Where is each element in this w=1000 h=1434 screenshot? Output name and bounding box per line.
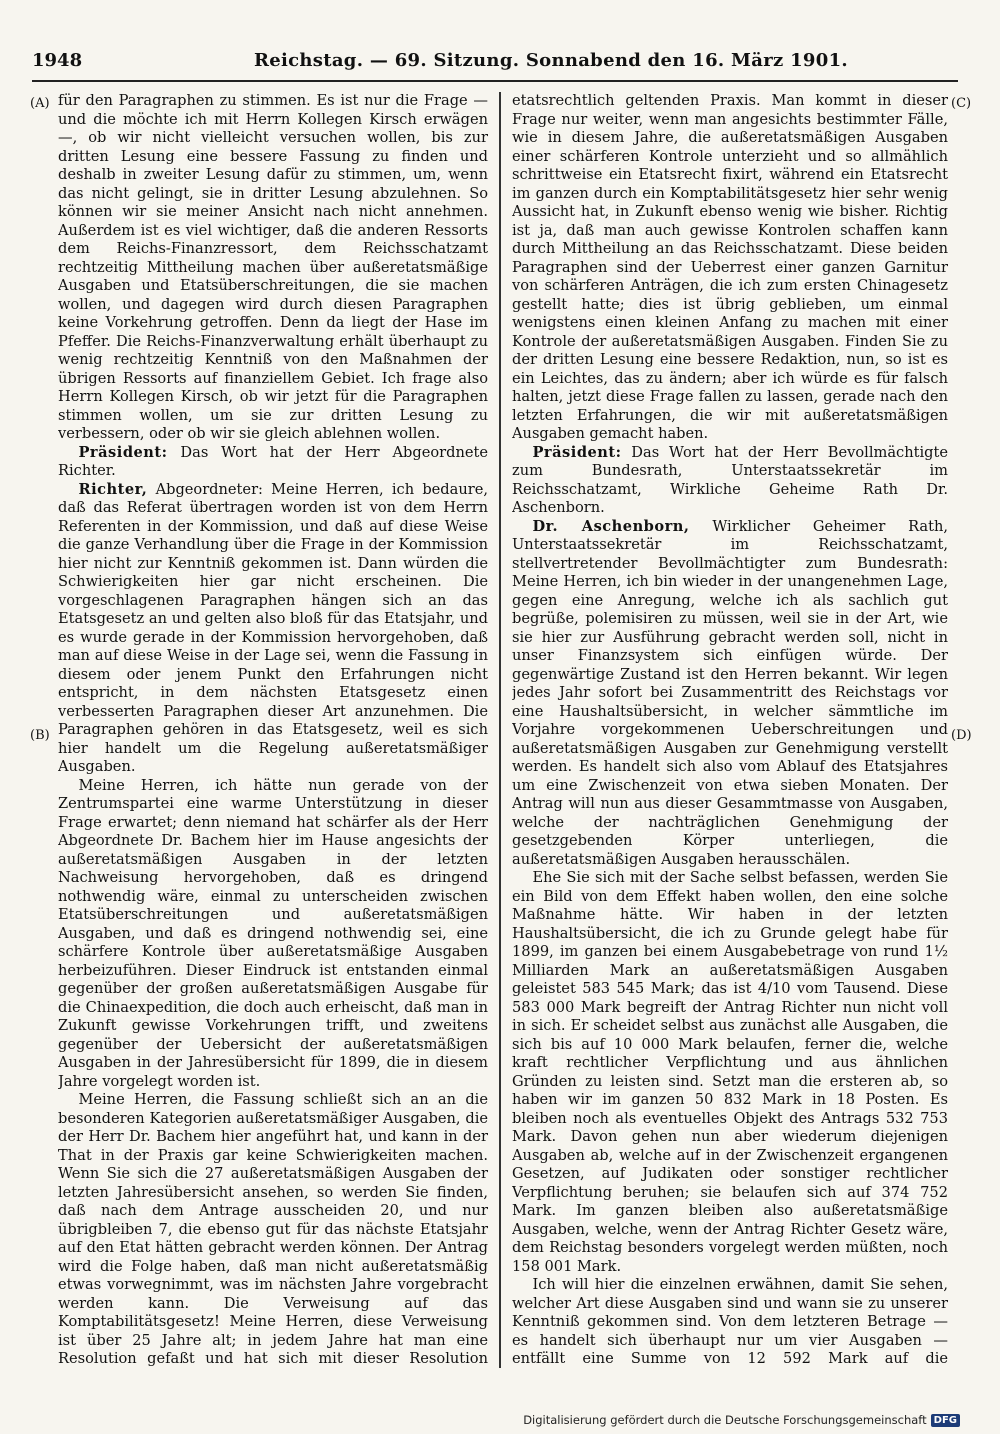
margin-mark-b: (B) [30,728,50,743]
paragraph-text: für den Paragraphen zu stimmen. Es ist nur die Frage — und die möchte ich mit Herrn Kollegen Kirsch erwägen —, ob wir nicht vielleicht versuchen wollen, bis zur dritten Lesung eine bessere Fassung zu finden und deshalb in zweiter Lesung dafür zu stimmen, um, wenn das nicht gelingt, sie in dritter Lesung abzulehnen. So können wir sie meiner Ansicht nach nicht annehmen. Außerdem ist es viel wichtiger, daß die anderen Ressorts dem Reichs-Finanzressort, dem Reichsschatzamt rechtzeitig Mittheilung machen über außeretatsmäßige Ausgaben und Etatsüberschreitungen, die sie machen wollen, und dagegen wird durch diesen Paragraphen keine Vorkehrung getroffen. Denn da liegt der Hase im Pfeffer. Die Reichs-Finanzverwaltung erhält überhaupt zu wenig rechtzeitig Kenntniß von den Maßnahmen der übrigen Ressorts auf finanziellem Gebiet. Ich frage also Herrn Kollegen Kirsch, ob wir jetzt für die Paragraphen stimmen wollen, um sie zur dritten Lesung zu verbessern, oder ob wir sie gleich ablehnen wollen. [58,92,488,442]
paragraph [58,1091,488,1368]
margin-mark-d: (D) [951,728,972,743]
paragraph-text: etatsrechtlich geltenden Praxis. Man kommt in dieser Frage nur weiter, wenn man angesichts bestimmter Fälle, wie in diesem Jahre, die außeretatsmäßigen Ausgaben einer schärferen Kontrole unterzieht und so allmählich schrittweise ein Etatsrecht fixirt, während ein Etatsrecht im ganzen durch ein Komptabilitätsgesetz hier sehr wenig Aussicht hat, in Zukunft ebenso wenig wie bisher. Richtig ist ja, daß man auch gewisse Kontrolen schaffen kann durch Mittheilung an das Reichsschatzamt. Diese beiden Paragraphen sind der Ueberrest einer ganzen Garnitur von schärferen Anträgen, die ich zum ersten Chinagesetz gestellt hatte; dies ist übrig geblieben, um einmal wenigstens einen kleinen Anfang zu machen mit einer Kontrole der außeretatsmäßigen Ausgaben. Finden Sie zu der dritten Lesung eine bessere Redaktion, nun, so ist es ein Leichtes, das zu ändern; aber ich würde es für falsch halten, jetzt diese Frage fallen zu lassen, gerade nach den letzten Erfahrungen, die wir mit außeretatsmäßigen Ausgaben gemacht haben. [512,92,948,442]
left-column [58,92,488,1368]
speaker-name: Präsident: [532,443,622,461]
page-title: Reichstag. — 69. Sitzung. Sonnabend den 16. März 1901. [254,50,848,71]
paragraph-text: Abgeordneter: Meine Herren, ich bedaure, daß das Referat übertragen worden ist von dem Herrn Referenten in der Kommission, und daß auf diese Weise die ganze Verhandlung über die Frage in der Kommission hier nicht zur Kenntniß gekommen ist. Dann würden die Schwierigkeiten hier gar nicht erscheinen. Die vorgeschlagenen Paragraphen hängen sich an das Etatsgesetz an und gelten also bloß für das Etatsjahr, und es wurde gerade in der Kommission hervorgehoben, daß man auf diese Weise in der Lage sei, wenn die Fassung in diesem oder jenem Punkt den Erfahrungen nicht entspricht, in dem nächsten Etatsgesetz einen verbesserten Paragraphen dieser Art anzunehmen. Die Paragraphen gehören in das Etatsgesetz, weil es sich hier handelt um die Regelung außeretatsmäßiger Ausgaben. [58,480,488,775]
funding-credit: Digitalisierung gefördert durch die Deutsche Forschungsgemeinschaft [523,1413,927,1427]
header-rule [32,80,958,82]
paragraph [58,481,488,777]
speaker-name: Präsident: [78,443,168,461]
paragraph-text: Ich will hier die einzelnen erwähnen, damit Sie sehen, welcher Art diese Ausgaben sind und wann sie zu unserer Kenntniß gekommen sind. Von dem letzteren Betrage — es handelt sich überhaupt nur um vier Ausgaben — entfällt eine Summe von 12 592 Mark auf die [512,1276,948,1367]
speaker-name: Dr. Aschenborn, [532,517,690,535]
paragraph-text: Das Wort hat der Herr Abgeordnete Richter. [58,443,488,479]
column-divider [499,92,501,1368]
paragraph [512,444,948,518]
paragraph [512,518,948,870]
paragraph-text: Ehe Sie sich mit der Sache selbst befassen, werden Sie ein Bild von dem Effekt haben wollen, den eine solche Maßnahme hätte. Wir haben in der letzten Haushaltsübersicht, die ich zu Grunde gelegt habe für 1899, im ganzen bei einem Ausgabebetrage von rund 1½ Milliarden Mark an außeretatsmäßigen Ausgaben geleistet 583 545 Mark; das ist 4/10 vom Tausend. Diese 583 000 Mark begreift der Antrag Richter nun nicht voll in sich. Er scheidet selbst aus zunächst alle Ausgaben, die sich bis auf 10 000 Mark belaufen, ferner die, welche kraft rechtlicher Verpflichtung und aus ähnlichen Gründen zu leisten sind. Setzt man die ersteren ab, so haben wir im ganzen 50 832 Mark in 18 Posten. Es bleiben noch als eventuelles Objekt des Antrags 532 753 Mark. Davon gehen nun aber wiederum diejenigen Ausgaben ab, welche auf in der Zwischenzeit ergangenen Gesetzen, auf Judikaten oder sonstiger rechtlicher Verpflichtung beruhen; sie belaufen sich auf 374 752 Mark. Im ganzen bleiben also außeretatsmäßige Ausgaben, welche, wenn der Antrag Richter Gesetz wäre, dem Reichstag besonders vorgelegt werden müßten, noch 158 001 Mark. [512,869,948,1275]
paragraph-text: Wirklicher Geheimer Rath, Unterstaatssekretär im Reichsschatzamt, stellvertretender Bevollmächtigter zum Bundesrath: Meine Herren, ich bin wieder in der unangenehmen Lage, gegen eine Anregung, welche ich als sachlich gut begrüße, polemisiren zu müssen, weil sie in der Art, wie sie hier zur Ausführung gebracht werden soll, nicht in unser Finanzsystem sich einfügen würde. Der gegenwärtige Zustand ist den Herren bekannt. Wir legen jedes Jahr sofort bei Zusammentritt des Reichstags vor eine Haushaltsübersicht, in welcher sämmtliche im Vorjahre vorgekommenen Ueberschreitungen und außeretatsmäßigen Ausgaben zur Genehmigung verstellt werden. Es handelt sich also vom Ablauf des Etatsjahres um eine Zwischenzeit von etwa sieben Monaten. Der Antrag will nun aus dieser Gesammtmasse von Ausgaben, welche der nachträglichen Genehmigung der gesetzgebenden Körper unterliegen, die außeretatsmäßigen Ausgaben herausschälen. [512,517,948,868]
right-column [512,92,948,1368]
paragraph [512,869,948,1276]
paragraph [58,444,488,481]
page-number: 1948 [32,50,83,71]
speaker-name: Richter, [78,480,148,498]
margin-mark-a: (A) [30,96,50,111]
paragraph [58,92,488,444]
paragraph-text: Meine Herren, die Fassung schließt sich an an die besonderen Kategorien außeretatsmäßiger Ausgaben, die der Herr Dr. Bachem hier angeführt hat, und kann in der That in der Praxis gar keine Schwierigkeiten machen. Wenn Sie sich die 27 außeretatsmäßigen Ausgaben der letzten Jahresübersicht ansehen, so werden Sie finden, daß nach dem Antrage ausscheiden 20, und nur übrigbleiben 7, die ebenso gut für das nächste Etatsjahr auf den Etat hätten gebracht werden können. Der Antrag wird die Folge haben, daß man nicht außeretatsmäßig etwas vorwegnimmt, was im nächsten Jahre vorgebracht werden kann. Die Verweisung auf das Komptabilitätsgesetz! Meine Herren, diese Verweisung ist über 25 Jahre alt; in jedem Jahre hat man eine Resolution gefaßt und hat sich mit dieser Resolution [58,1091,488,1367]
paragraph-text: Das Wort hat der Herr Bevollmächtigte zum Bundesrath, Unterstaatssekretär im Reichsschatzamt, Wirkliche Geheime Rath Dr. Aschenborn. [512,443,948,516]
paragraph [512,92,948,444]
digitization-footer [523,1413,960,1427]
margin-mark-c: (C) [951,96,972,111]
paragraph [58,777,488,1092]
paragraph-text: Meine Herren, ich hätte nun gerade von der Zentrumspartei eine warme Unterstützung in dieser Frage erwartet; denn niemand hat schärfer als der Herr Abgeordnete Dr. Bachem hier im Hause angesichts der außeretatsmäßigen Ausgaben in der letzten Nachweisung hervorgehoben, daß es dringend nothwendig wäre, einmal zu unterscheiden zwischen Etatsüberschreitungen und außeretatsmäßigen Ausgaben, und daß es dringend nothwendig sei, eine schärfere Kontrole über außeretatsmäßige Ausgaben herbeizuführen. Dieser Eindruck ist entstanden einmal gegenüber der großen außeretatsmäßigen Ausgabe für die Chinaexpedition, die doch auch erheischt, daß man in Zukunft gewisse Vorkehrungen trifft, und zweitens gegenüber der Uebersicht der außeretatsmäßigen Ausgaben in der Jahresübersicht für 1899, die in diesem Jahre vorgelegt worden ist. [58,776,488,1090]
paragraph [512,1276,948,1368]
page-header [32,46,958,76]
dfg-logo-icon: DFG [931,1414,960,1427]
